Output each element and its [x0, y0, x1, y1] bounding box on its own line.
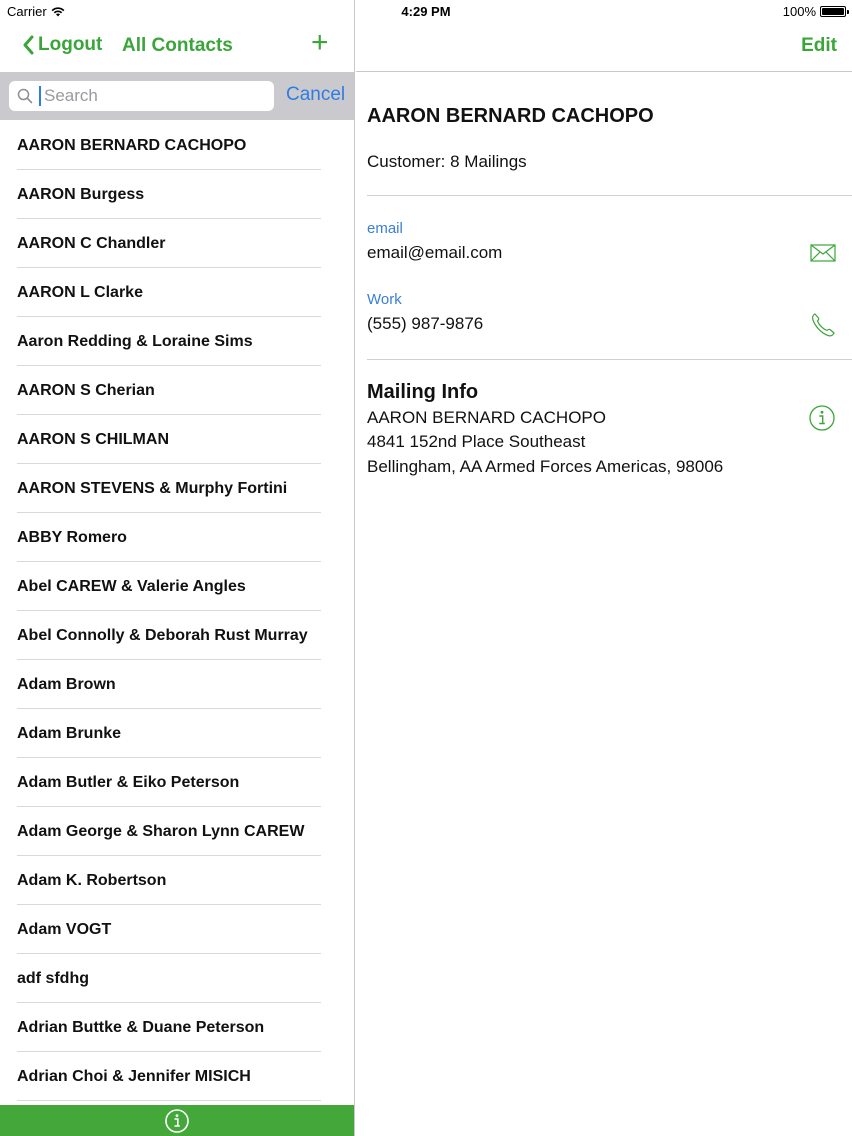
- battery-indicator: [783, 4, 846, 19]
- phone-value[interactable]: (555) 987-9876: [367, 314, 484, 333]
- info-icon[interactable]: [808, 404, 836, 432]
- mailing-line: 4841 152nd Place Southeast: [367, 432, 586, 451]
- search-icon: [17, 88, 33, 104]
- contact-row[interactable]: [0, 121, 354, 170]
- contact-row[interactable]: [0, 660, 354, 709]
- contact-row[interactable]: [0, 513, 354, 562]
- battery-percent: 100%: [782, 4, 816, 19]
- contact-name-label: AARON BERNARD CACHOPO: [17, 137, 247, 154]
- logout-button[interactable]: [22, 34, 102, 56]
- contact-row[interactable]: [0, 562, 354, 611]
- contact-row[interactable]: [0, 905, 354, 954]
- contact-name-label: AARON Burgess: [17, 186, 145, 203]
- contact-row[interactable]: [0, 954, 354, 1003]
- row-separator: [17, 1100, 321, 1101]
- contact-row[interactable]: [0, 1052, 354, 1101]
- contact-row[interactable]: [0, 1003, 354, 1052]
- contact-name-label: AARON C Chandler: [17, 235, 166, 252]
- info-icon[interactable]: [164, 1108, 190, 1134]
- phone-label: Work: [367, 291, 402, 308]
- customer-summary: Customer: 8 Mailings: [367, 152, 527, 171]
- contact-row[interactable]: [0, 268, 354, 317]
- battery-icon: [820, 6, 846, 17]
- search-input[interactable]: [42, 85, 256, 107]
- search-field[interactable]: [9, 81, 274, 111]
- bottom-info-bar[interactable]: [0, 1105, 354, 1136]
- contact-row[interactable]: [0, 366, 354, 415]
- contact-name-label: Aaron Redding & Loraine Sims: [17, 333, 253, 350]
- contact-name-label: Abel CAREW & Valerie Angles: [17, 578, 246, 595]
- contact-name-label: Adam K. Robertson: [17, 872, 167, 889]
- contacts-nav-bar: [0, 22, 354, 72]
- contact-name-label: ABBY Romero: [17, 529, 127, 546]
- contact-row[interactable]: [0, 856, 354, 905]
- contact-row[interactable]: [0, 464, 354, 513]
- add-contact-button[interactable]: +: [311, 26, 329, 59]
- contact-row[interactable]: [0, 807, 354, 856]
- contacts-master-pane: [0, 0, 355, 1136]
- edit-button[interactable]: Edit: [801, 35, 837, 56]
- mail-icon[interactable]: [810, 244, 836, 262]
- mailing-info-title: Mailing Info: [367, 381, 479, 403]
- contact-name: AARON BERNARD CACHOPO: [367, 105, 654, 127]
- contact-name-label: Adam VOGT: [17, 921, 112, 938]
- search-bar: [0, 72, 354, 120]
- email-label: email: [367, 220, 403, 237]
- contact-list: [0, 121, 354, 1105]
- contact-name-label: AARON S Cherian: [17, 382, 155, 399]
- contact-name-label: Adam George & Sharon Lynn CAREW: [17, 823, 305, 840]
- detail-nav-bar: [356, 22, 852, 72]
- page-title: All Contacts: [122, 35, 233, 56]
- contact-name-label: Abel Connolly & Deborah Rust Murray: [17, 627, 308, 644]
- phone-icon[interactable]: [810, 312, 836, 338]
- contact-row[interactable]: [0, 317, 354, 366]
- mailing-line: Bellingham, AA Armed Forces Americas, 98006: [367, 457, 724, 476]
- contact-name-label: AARON S CHILMAN: [17, 431, 169, 448]
- logout-label: Logout: [38, 34, 103, 55]
- contact-row[interactable]: [0, 709, 354, 758]
- contact-name-label: Adam Brunke: [17, 725, 122, 742]
- email-value[interactable]: email@email.com: [367, 243, 503, 262]
- contact-row[interactable]: [0, 611, 354, 660]
- contact-row[interactable]: [0, 170, 354, 219]
- divider: [367, 195, 852, 196]
- contact-name-label: AARON STEVENS & Murphy Fortini: [17, 480, 288, 497]
- text-cursor: [39, 86, 41, 106]
- divider: [367, 359, 852, 360]
- contact-name-label: adf sfdhg: [17, 970, 89, 987]
- contact-name-label: AARON L Clarke: [17, 284, 143, 301]
- contact-name-label: Adrian Choi & Jennifer MISICH: [17, 1068, 251, 1085]
- status-time: 4:29 PM: [401, 4, 451, 19]
- mailing-line: AARON BERNARD CACHOPO: [367, 408, 606, 427]
- contact-row[interactable]: [0, 219, 354, 268]
- contact-name-label: Adam Butler & Eiko Peterson: [17, 774, 240, 791]
- contact-row[interactable]: [0, 415, 354, 464]
- chevron-left-icon: [22, 35, 34, 55]
- contact-name-label: Adam Brown: [17, 676, 116, 693]
- contact-row[interactable]: [0, 758, 354, 807]
- cancel-button[interactable]: Cancel: [286, 84, 346, 105]
- contact-name-label: Adrian Buttke & Duane Peterson: [17, 1019, 265, 1036]
- carrier-label: Carrier: [7, 4, 47, 19]
